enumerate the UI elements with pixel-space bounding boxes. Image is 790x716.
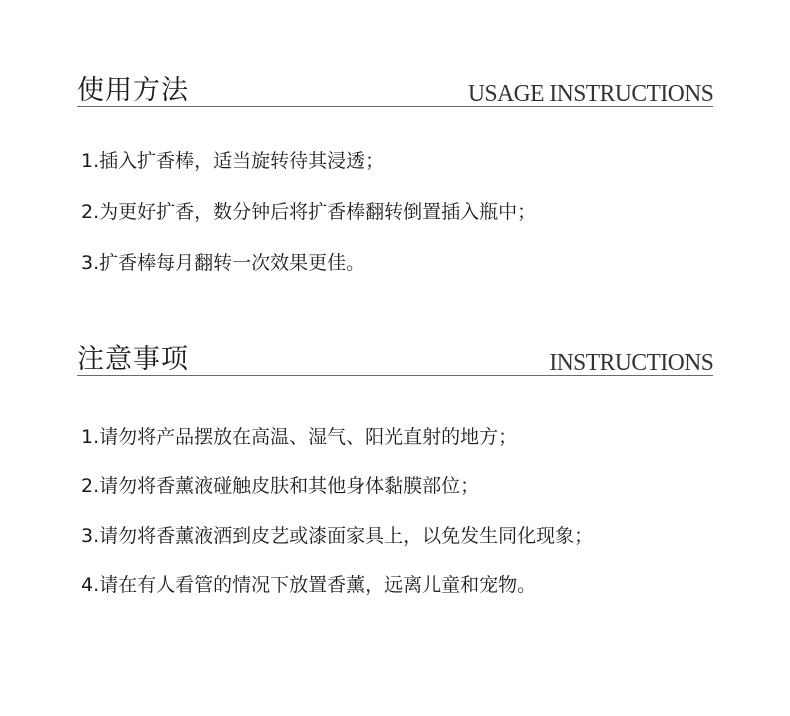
notes-section [77,335,713,376]
notes-title-en: INSTRUCTIONS [549,350,713,376]
notes-item-1: 1.请勿将产品摆放在高温、湿气、阳光直射的地方； [81,426,518,448]
notes-title-cn: 注意事项 [77,344,189,375]
usage-item-1: 1.插入扩香棒，适当旋转待其浸透； [81,150,385,172]
notes-item-2: 2.请勿将香薰液碰触皮肤和其他身体黏膜部位； [81,475,480,497]
usage-item-2: 2.为更好扩香，数分钟后将扩香棒翻转倒置插入瓶中； [81,201,537,223]
usage-header [77,66,713,107]
notes-item-4: 4.请在有人看管的情况下放置香薰，远离儿童和宠物。 [81,574,537,596]
notes-header [77,335,713,376]
usage-title-cn: 使用方法 [77,75,189,106]
notes-item-3: 3.请勿将香薰液洒到皮艺或漆面家具上，以免发生同化现象； [81,525,594,547]
usage-section [77,66,713,107]
usage-title-en: USAGE INSTRUCTIONS [467,81,713,107]
usage-item-3: 3.扩香棒每月翻转一次效果更佳。 [81,252,366,274]
